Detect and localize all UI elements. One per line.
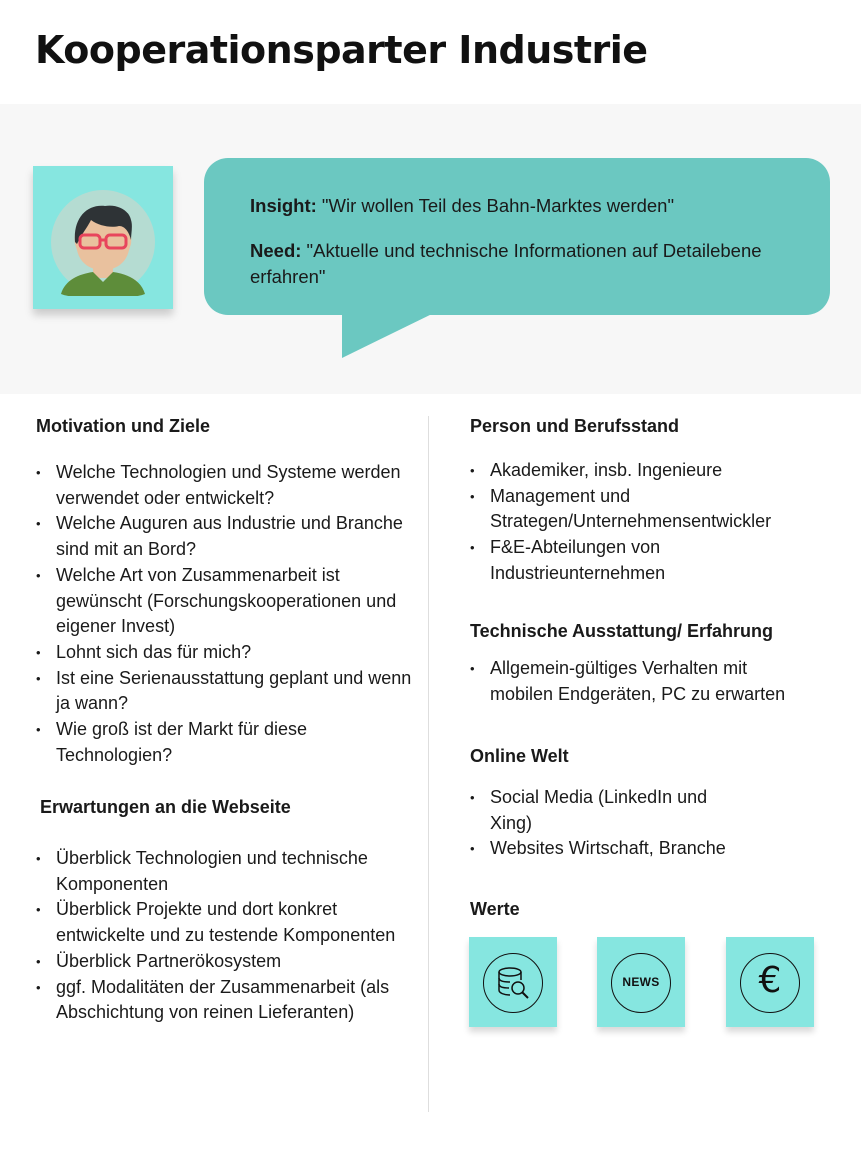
online-list	[470, 785, 740, 862]
list-item: • ggf. Modalitäten der Zusammenarbeit (als Abschichtung von reinen Lieferanten)	[36, 975, 426, 1026]
euro-icon	[740, 953, 800, 1013]
need-label: Need:	[250, 240, 302, 261]
list-item: • Ist eine Serienausstattung geplant und wenn ja wann?	[36, 666, 426, 717]
person-list	[470, 458, 810, 587]
person-avatar-icon	[49, 188, 157, 296]
news-icon	[611, 953, 671, 1013]
list-item: • F&E-Abteilungen von Industrieunternehmen	[470, 535, 810, 586]
erwartungen-heading: Erwartungen an die Webseite	[40, 797, 291, 817]
technik-heading: Technische Ausstattung/ Erfahrung	[470, 621, 774, 641]
erwartungen-list	[36, 846, 426, 1026]
list-item: • Welche Auguren aus Industrie und Branche sind mit an Bord?	[36, 511, 426, 562]
value-card-euro	[726, 937, 814, 1027]
insight-text: "Wir wollen Teil des Bahn-Marktes werden"	[316, 195, 675, 216]
value-card-news	[597, 937, 685, 1027]
insight-label: Insight:	[250, 195, 317, 216]
avatar	[33, 166, 173, 309]
insight-line	[250, 193, 810, 219]
list-item: • Lohnt sich das für mich?	[36, 640, 426, 666]
need-line	[250, 238, 810, 290]
database-search-icon	[483, 953, 543, 1013]
persona-hero	[0, 104, 861, 394]
list-item: • Wie groß ist der Markt für diese Technologien?	[36, 717, 426, 768]
news-label: NEWS	[622, 975, 660, 989]
list-item: • Welche Technologien und Systeme werden verwendet oder entwickelt?	[36, 460, 426, 511]
list-item: • Überblick Partnerökosystem	[36, 949, 426, 975]
list-item: • Management und Strategen/Unternehmensentwickler	[470, 484, 810, 535]
motivation-list	[36, 460, 426, 768]
list-item: • Social Media (LinkedIn und Xing)	[470, 785, 740, 836]
bubble-tail	[340, 312, 440, 360]
werte-heading: Werte	[470, 899, 520, 919]
need-text: "Aktuelle und technische Informationen auf Detailebene erfahren"	[250, 240, 762, 287]
person-heading: Person und Berufsstand	[470, 416, 680, 436]
list-item: • Allgemein-gültiges Verhalten mit mobilen Endgeräten, PC zu erwarten	[470, 656, 810, 707]
column-divider	[428, 416, 429, 1112]
list-item: • Websites Wirtschaft, Branche	[470, 836, 740, 862]
value-card-data	[469, 937, 557, 1027]
online-heading: Online Welt	[470, 746, 569, 766]
page-title: Kooperationsparter Industrie	[35, 28, 648, 72]
euro-label: €	[758, 960, 782, 1001]
quote-text	[250, 193, 810, 309]
list-item: • Überblick Projekte und dort konkret entwickelte und zu testende Komponenten	[36, 897, 426, 948]
motivation-heading: Motivation und Ziele	[36, 416, 210, 436]
list-item: • Welche Art von Zusammenarbeit ist gewünscht (Forschungskooperationen und eigener Invest)	[36, 563, 426, 640]
technik-list	[470, 656, 810, 707]
quote-bubble	[204, 158, 830, 315]
list-item: • Überblick Technologien und technische Komponenten	[36, 846, 426, 897]
list-item: • Akademiker, insb. Ingenieure	[470, 458, 810, 484]
